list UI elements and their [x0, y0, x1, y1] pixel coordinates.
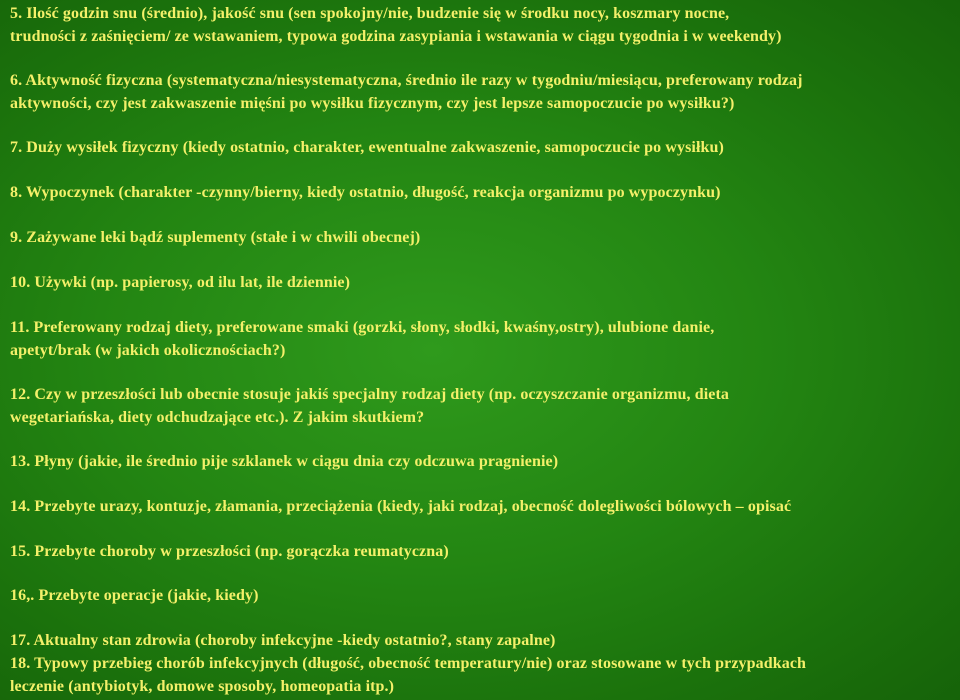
item-11-line-2: apetyt/brak (w jakich okolicznościach?)	[10, 342, 286, 359]
item-9: 9. Zażywane leki bądź suplementy (stałe i w chwili obecnej)	[10, 229, 421, 246]
item-5-line-1: 5. Ilość godzin snu (średnio), jakość snu (sen spokojny/nie, budzenie się w środku nocy, koszmary nocne,	[10, 5, 730, 22]
item-14: 14. Przebyte urazy, kontuzje, złamania, przeciążenia (kiedy, jaki rodzaj, obecność dolegliwości bólowych – opisać	[10, 498, 792, 515]
item-17: 17. Aktualny stan zdrowia (choroby infekcyjne -kiedy ostatnio?, stany zapalne)	[10, 632, 556, 649]
item-18-line-1: 18. Typowy przebieg chorób infekcyjnych (długość, obecność temperatury/nie) oraz stosowane w tych przypadkach	[10, 655, 807, 672]
item-16: 16,. Przebyte operacje (jakie, kiedy)	[10, 587, 259, 604]
item-8: 8. Wypoczynek (charakter -czynny/bierny, kiedy ostatnio, długość, reakcja organizmu po wypoczynku)	[10, 184, 721, 201]
item-15: 15. Przebyte choroby w przeszłości (np. gorączka reumatyczna)	[10, 543, 449, 560]
item-10: 10. Używki (np. papierosy, od ilu lat, ile dziennie)	[10, 274, 351, 291]
item-12-line-2: wegetariańska, diety odchudzające etc.). Z jakim skutkiem?	[10, 409, 425, 426]
item-5-line-2: trudności z zaśnięciem/ ze wstawaniem, typowa godzina zasypiania i wstawania w ciągu tygodnia i w weekendy)	[10, 28, 782, 45]
item-7: 7. Duży wysiłek fizyczny (kiedy ostatnio, charakter, ewentualne zakwaszenie, samopoczucie po wysiłku)	[10, 139, 724, 156]
item-6-line-1: 6. Aktywność fizyczna (systematyczna/niesystematyczna, średnio ile razy w tygodniu/miesiącu, preferowany rodzaj	[10, 72, 803, 89]
item-18-line-2: leczenie (antybiotyk, domowe sposoby, homeopatia itp.)	[10, 678, 395, 695]
item-13: 13. Płyny (jakie, ile średnio pije szklanek w ciągu dnia czy odczuwa pragnienie)	[10, 453, 559, 470]
item-12-line-1: 12. Czy w przeszłości lub obecnie stosuje jakiś specjalny rodzaj diety (np. oczyszczanie organizmu, dieta	[10, 386, 730, 403]
item-11-line-1: 11. Preferowany rodzaj diety, preferowane smaki (gorzki, słony, słodki, kwaśny,ostry), ulubione danie,	[10, 319, 715, 336]
item-6-line-2: aktywności, czy jest zakwaszenie mięśni po wysiłku fizycznym, czy jest lepsze samopoczucie po wysiłku?)	[10, 95, 735, 112]
